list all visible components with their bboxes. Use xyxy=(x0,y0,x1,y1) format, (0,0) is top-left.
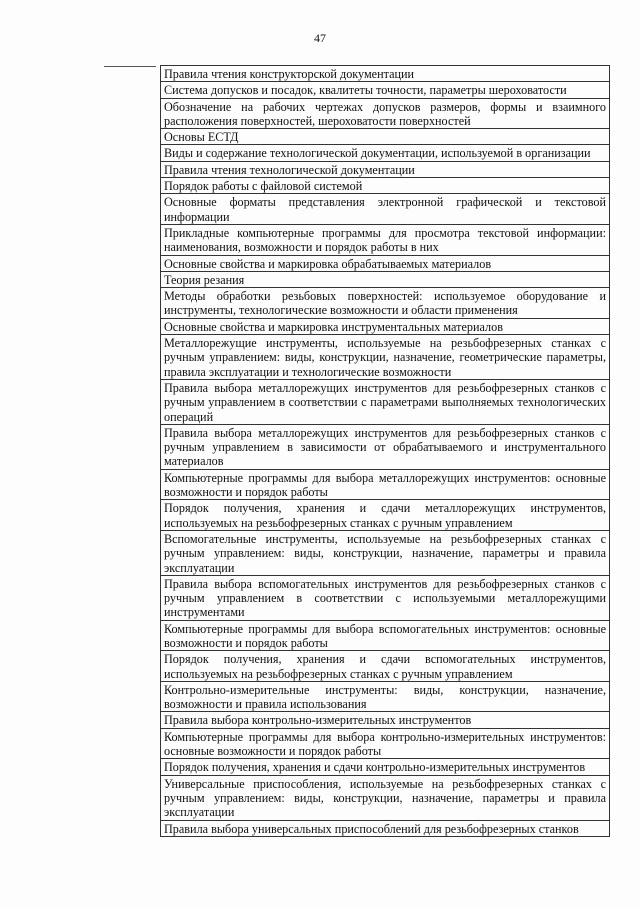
row-text: Правила выбора контрольно-измерительных инструментов xyxy=(164,713,472,728)
row-text: Прикладные компьютерные программы для просмотра текстовой информации: наименования, возможности и порядок работы в них xyxy=(164,225,606,255)
row-text: Компьютерные программы для выбора контрольно-измерительных инструментов: основные возможности и порядок работы xyxy=(164,729,606,759)
row-text: Правила выбора универсальных приспособлений для резьбофрезерных станков xyxy=(164,821,579,836)
row-text: Виды и содержание технологической документации, используемой в организации xyxy=(164,146,591,161)
table-row xyxy=(161,256,610,272)
row-text: Универсальные приспособления, используемые на резьбофрезерных станках с ручным управлением: виды, конструкции, назначение, параметры и правила эксплуатации xyxy=(164,776,606,820)
table-row xyxy=(161,99,610,130)
table-row xyxy=(161,576,610,621)
row-text: Основы ЕСТД xyxy=(164,130,239,145)
row-text: Контрольно-измерительные инструменты: виды, конструкции, назначение, возможности и правила использования xyxy=(164,682,606,712)
row-text: Правила выбора вспомогательных инструментов для резьбофрезерных станков с ручным управлением в соответствии с используемыми металлорежущими инструментами xyxy=(164,576,606,620)
row-text: Система допусков и посадок, квалитеты точности, параметры шероховатости xyxy=(164,83,567,98)
table-row xyxy=(161,621,610,652)
row-text: Обозначение на рабочих чертежах допусков размеров, формы и взаимного расположения поверхностей, шероховатости поверхностей xyxy=(164,99,606,128)
table-row xyxy=(161,776,610,821)
row-text: Металлорежущие инструменты, используемые на резьбофрезерных станках с ручным управлением: виды, конструкции, назначение, геометрические параметры, правила эксплуатации и технологические возможности xyxy=(164,336,606,379)
row-text: Правила чтения технологической документации xyxy=(164,162,415,177)
table-row xyxy=(161,272,610,288)
table-row xyxy=(161,194,610,225)
table-row xyxy=(161,129,610,145)
table-row xyxy=(161,759,610,775)
table-row xyxy=(161,335,610,380)
table-row xyxy=(161,651,610,682)
row-text: Компьютерные программы для выбора металлорежущих инструментов: основные возможности и порядок работы xyxy=(164,470,606,500)
row-text: Теория резания xyxy=(164,272,245,287)
table-row xyxy=(161,380,610,425)
table-row xyxy=(161,319,610,335)
table-row xyxy=(161,712,610,728)
table-row xyxy=(161,145,610,161)
page-number: 47 xyxy=(314,31,326,45)
left-column-divider xyxy=(104,66,156,67)
row-text: Основные форматы представления электронной графической и текстовой информации xyxy=(164,195,606,224)
table-row xyxy=(161,500,610,531)
table-row xyxy=(161,162,610,178)
table-row xyxy=(161,178,610,194)
row-text: Вспомогательные инструменты, используемые на резьбофрезерных станках с ручным управлением: виды, конструкции, назначение, параметры и правила эксплуатации xyxy=(164,531,606,575)
row-text: Методы обработки резьбовых поверхностей: используемое оборудование и инструменты, технологические возможности и области применения xyxy=(164,289,606,318)
table-row xyxy=(161,425,610,470)
table-row xyxy=(161,82,610,98)
row-text: Порядок получения, хранения и сдачи контрольно-измерительных инструментов xyxy=(164,760,586,775)
row-text: Основные свойства и маркировка инструментальных материалов xyxy=(164,319,503,334)
knowledge-table xyxy=(160,65,610,837)
table-row xyxy=(161,470,610,501)
row-text: Порядок получения, хранения и сдачи вспомогательных инструментов, используемых на резьбофрезерных станках с ручным управлением xyxy=(164,652,606,681)
table-row xyxy=(161,729,610,760)
table-row xyxy=(161,531,610,576)
row-text: Основные свойства и маркировка обрабатываемых материалов xyxy=(164,256,492,271)
table-row xyxy=(161,225,610,256)
table-row xyxy=(161,682,610,713)
table-row xyxy=(161,66,610,82)
table-row xyxy=(161,821,610,837)
row-text: Порядок получения, хранения и сдачи металлорежущих инструментов, используемых на резьбофрезерных станках с ручным управлением xyxy=(164,501,606,530)
row-text: Порядок работы с файловой системой xyxy=(164,179,363,194)
table-row xyxy=(161,288,610,319)
row-text: Правила выбора металлорежущих инструментов для резьбофрезерных станков с ручным управлением в зависимости от обрабатываемого и инструментального материалов xyxy=(164,425,606,469)
row-text: Правила чтения конструкторской документации xyxy=(164,67,415,81)
row-text: Компьютерные программы для выбора вспомогательных инструментов: основные возможности и порядок работы xyxy=(164,621,606,650)
row-text: Правила выбора металлорежущих инструментов для резьбофрезерных станков с ручным управлением в соответствии с параметрами выполняемых технологических операций xyxy=(164,380,606,424)
